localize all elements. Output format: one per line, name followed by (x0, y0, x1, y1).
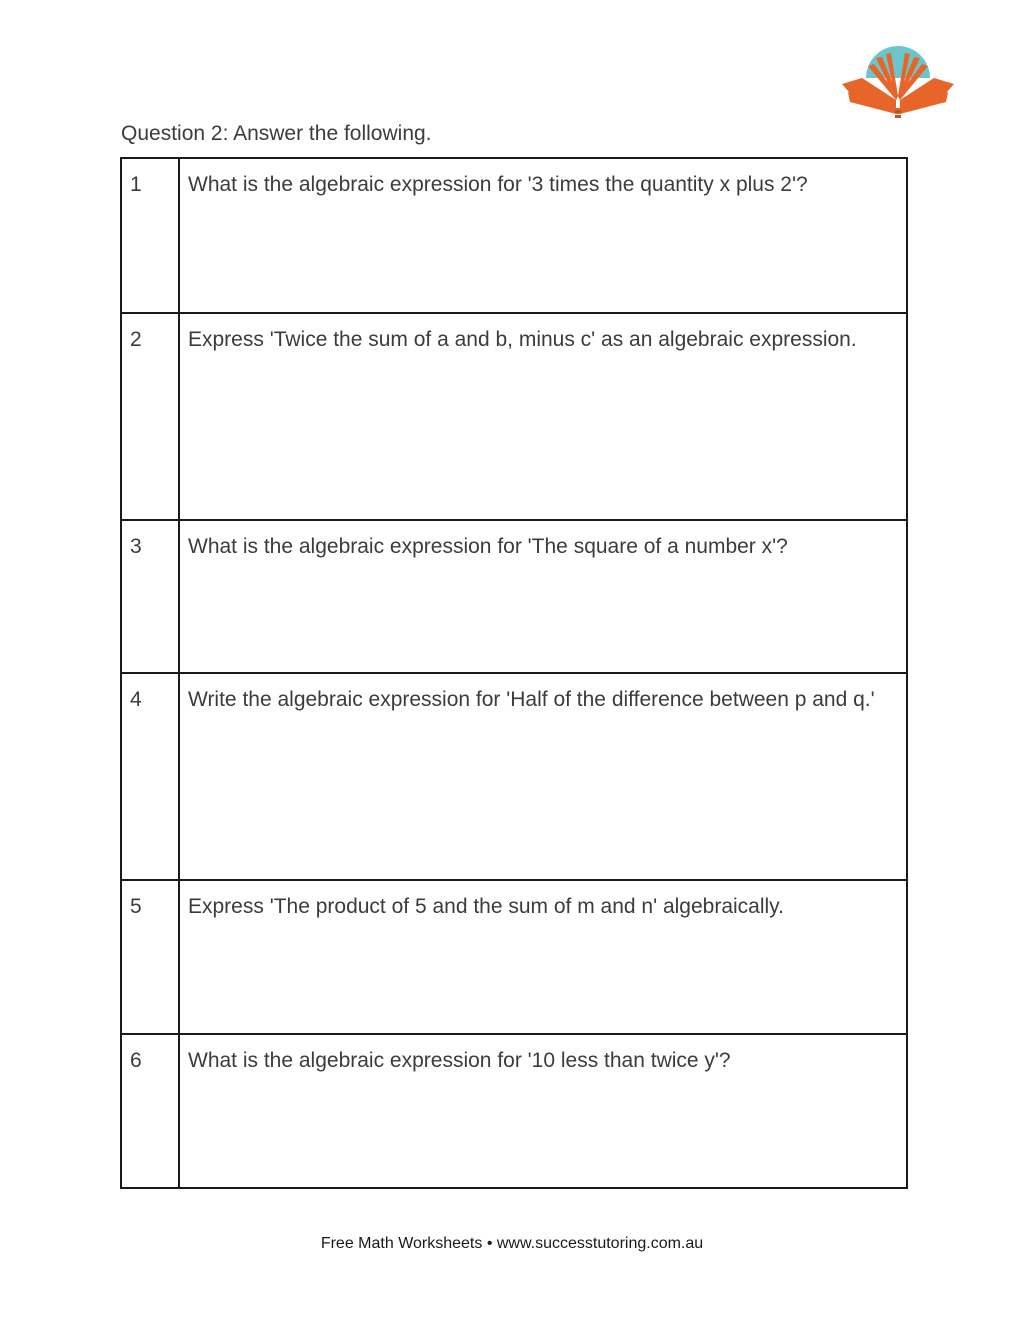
open-book-logo-icon (838, 44, 958, 120)
table-row (121, 1034, 907, 1188)
question-number: 1 (121, 158, 179, 313)
question-text: Express 'Twice the sum of a and b, minus c' as an algebraic expression. (179, 313, 907, 520)
question-heading: Question 2: Answer the following. (121, 122, 432, 145)
question-number: 2 (121, 313, 179, 520)
question-text: What is the algebraic expression for '10 less than twice y'? (179, 1034, 907, 1188)
question-text: Write the algebraic expression for 'Half of the difference between p and q.' (179, 673, 907, 880)
table-row (121, 673, 907, 880)
questions-table (120, 157, 908, 1189)
footer-text: Free Math Worksheets • www.successtutoring.com.au (320, 1235, 704, 1252)
question-number: 6 (121, 1034, 179, 1188)
table-row (121, 158, 907, 313)
table-row (121, 880, 907, 1034)
table-row (121, 313, 907, 520)
question-number: 5 (121, 880, 179, 1034)
question-text: What is the algebraic expression for 'The square of a number x'? (179, 520, 907, 673)
table-row (121, 520, 907, 673)
question-text: What is the algebraic expression for '3 times the quantity x plus 2'? (179, 158, 907, 313)
question-number: 3 (121, 520, 179, 673)
question-text: Express 'The product of 5 and the sum of m and n' algebraically. (179, 880, 907, 1034)
question-number: 4 (121, 673, 179, 880)
